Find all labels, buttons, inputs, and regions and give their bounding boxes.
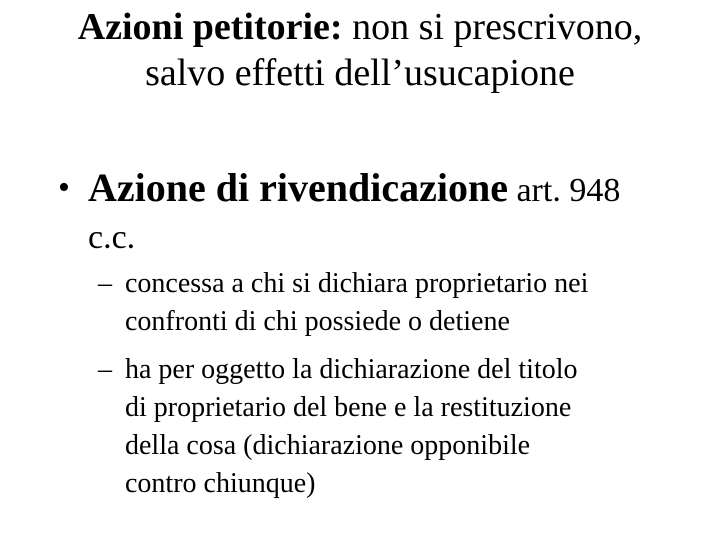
bullet-text — [88, 162, 678, 217]
subitem-line: confronti di chi possiede o detiene — [125, 306, 510, 337]
subitem-marker: – — [98, 354, 112, 385]
subitem-line: contro chiunque) — [125, 468, 316, 499]
bullet-article-ref: art. 948 — [507, 172, 621, 209]
bullet-bold-text: Azione di rivendicazione — [88, 165, 508, 210]
title-line-2: salvo effetti dell’usucapione — [145, 52, 575, 94]
subitem-marker: – — [98, 268, 112, 299]
slide-title — [0, 4, 720, 96]
subitem-line: della cosa (dichiarazione opponibile — [125, 430, 531, 461]
title-rest: non si prescrivono, — [342, 6, 643, 48]
bullet-marker: • — [58, 169, 70, 206]
subitem-line: concessa a chi si dichiara proprietario nei — [125, 268, 589, 299]
subitem-line: di proprietario del bene e la restituzione — [125, 392, 572, 423]
subitem-1 — [98, 268, 678, 338]
title-line-1 — [0, 4, 720, 50]
subitem-2 — [98, 354, 678, 504]
subitem-line: ha per oggetto la dichiarazione del titolo — [125, 354, 578, 385]
bullet-article-ref-continued: c.c. — [88, 219, 136, 256]
title-bold-part: Azioni petitorie: — [77, 6, 343, 48]
